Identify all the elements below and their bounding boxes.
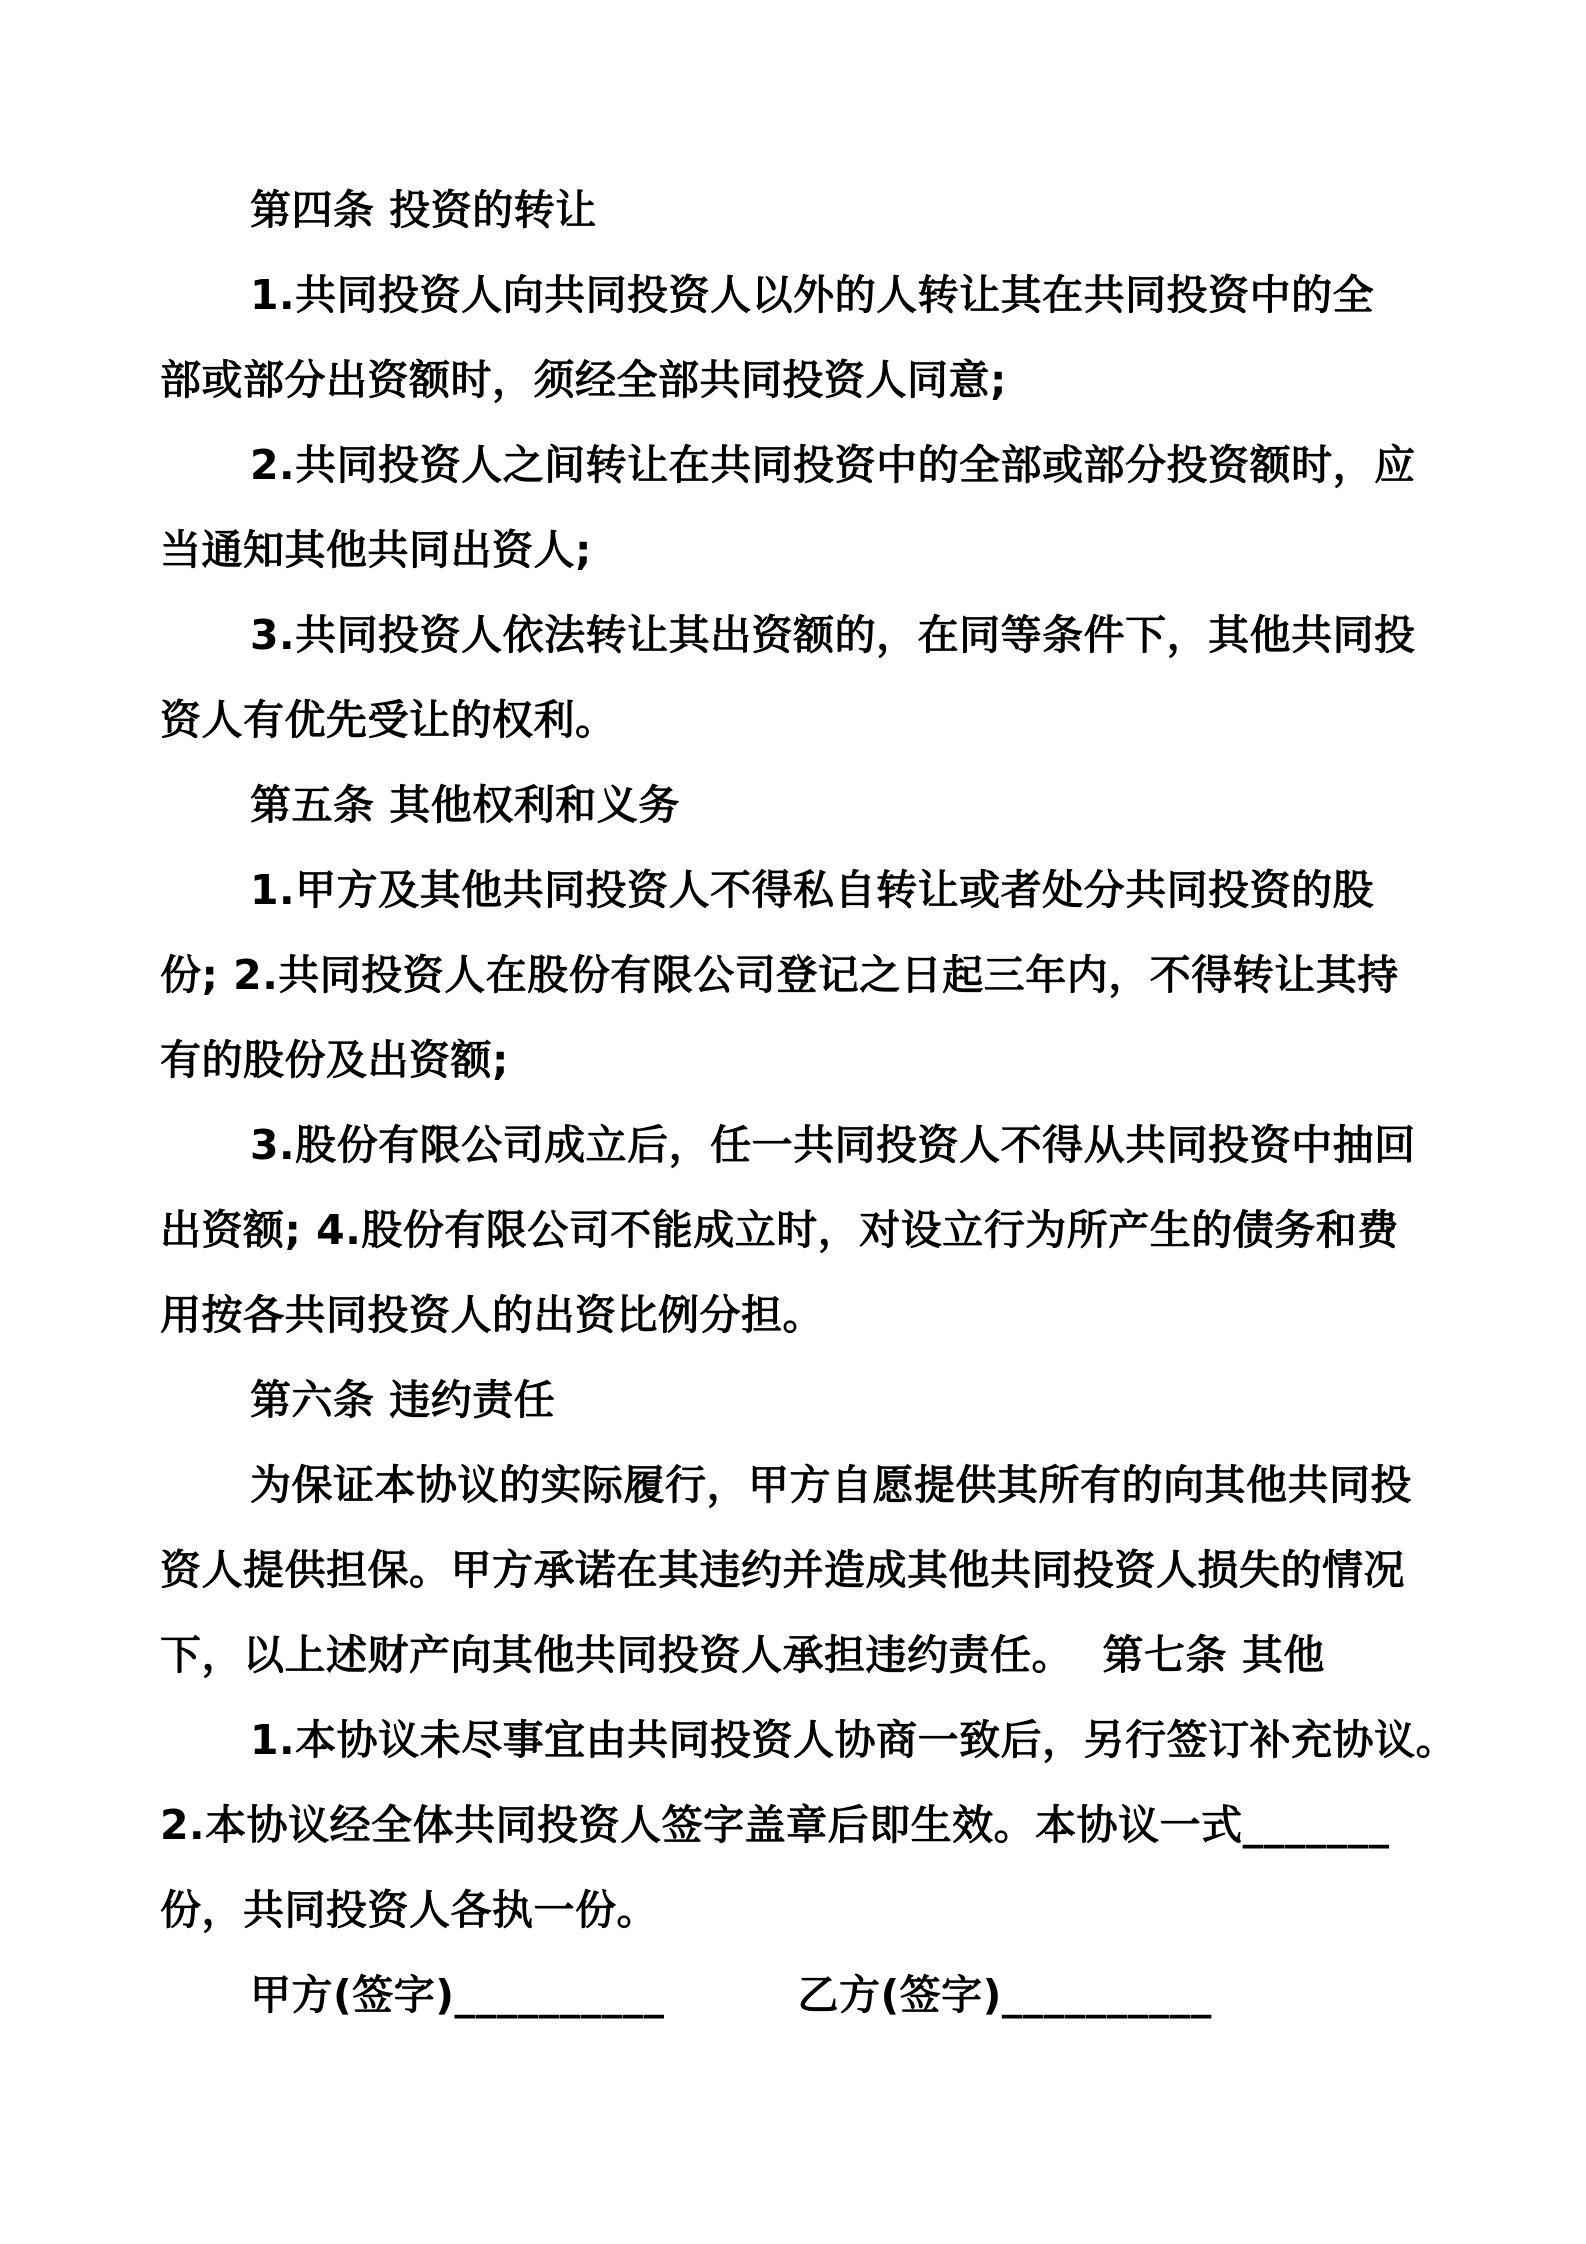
section-heading: 第五条 其他权利和义务 [250,781,680,829]
text-line: 1.甲方及其他共同投资人不得私自转让或者处分共同投资的股 [250,866,1375,914]
text-line: 3.股份有限公司成立后，任一共同投资人不得从共同投资中抽回 [250,1121,1416,1169]
text-line: 当通知其他共同出资人; [160,526,592,574]
text-line: 3.共同投资人依法转让其出资额的，在同等条件下，其他共同投 [250,611,1416,659]
text-line: 用按各共同投资人的出资比例分担。 [160,1291,824,1339]
text-line: 出资额; 4.股份有限公司不能成立时，对设立行为所产生的债务和费 [160,1206,1399,1254]
text-line: 部或部分出资额时，须经全部共同投资人同意; [160,356,1007,404]
section-heading: 第四条 投资的转让 [250,186,597,234]
section-heading: 第六条 违约责任 [250,1376,556,1424]
text-line: 份，共同投资人各执一份。 [160,1886,658,1934]
text-line: 资人有优先受让的权利。 [160,696,617,744]
text-line: 资人提供担保。甲方承诺在其违约并造成其他共同投资人损失的情况 [160,1546,1405,1594]
text-line: 2.共同投资人之间转让在共同投资中的全部或部分投资额时，应 [250,441,1416,489]
text-line: 1.共同投资人向共同投资人以外的人转让其在共同投资中的全 [250,271,1375,319]
text-line: 下，以上述财产向其他共同投资人承担违约责任。 第七条 其他 [160,1631,1325,1679]
text-line: 份; 2.共同投资人在股份有限公司登记之日起三年内，不得转让其持 [160,951,1399,999]
signature-line: 甲方(签字)__________ 乙方(签字)__________ [250,1971,1212,2019]
document-body [160,168,1456,2038]
text-line: 1.本协议未尽事宜由共同投资人协商一致后，另行签订补充协议。 [250,1716,1458,1764]
text-line: 有的股份及出资额; [160,1036,509,1084]
text-line: 2.本协议经全体共同投资人签字盖章后即生效。本协议一式_______ [160,1801,1390,1849]
text-line: 为保证本协议的实际履行，甲方自愿提供其所有的向其他共同投 [250,1461,1412,1509]
